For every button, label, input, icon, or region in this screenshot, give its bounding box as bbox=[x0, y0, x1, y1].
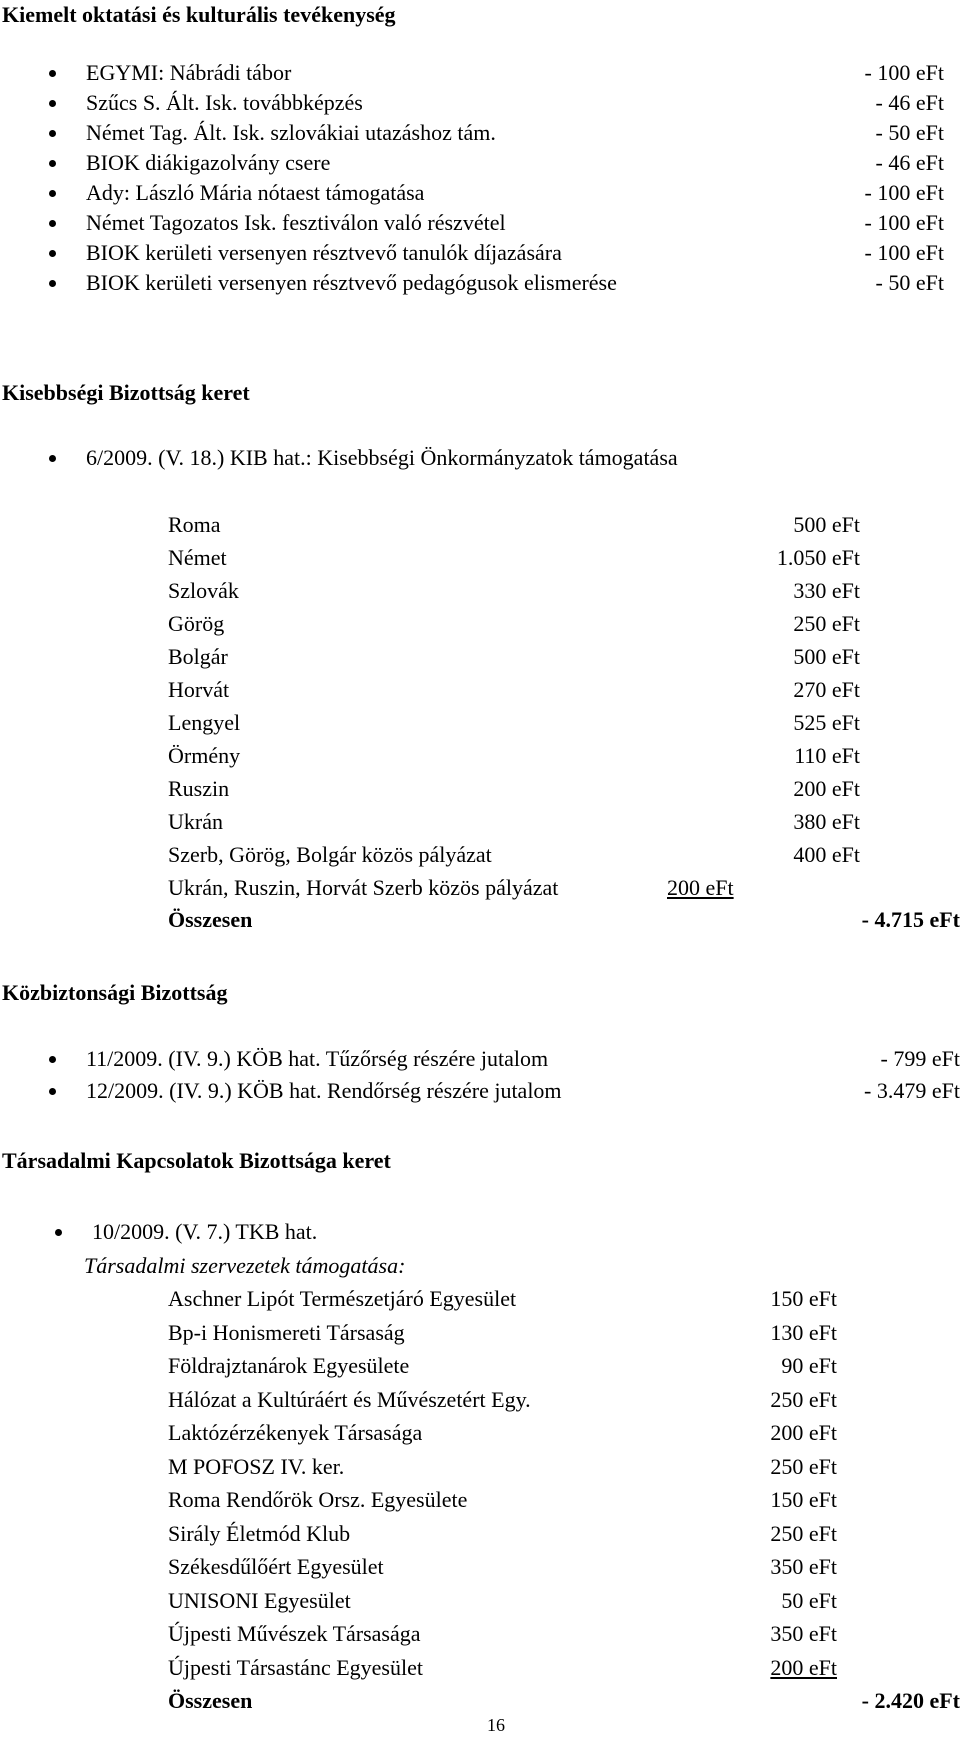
table-row-label: Újpesti Társastánc Egyesület bbox=[168, 1654, 423, 1680]
table-row-amount: 350 eFt bbox=[770, 1554, 837, 1579]
table-row-amount: 525 eFt bbox=[793, 710, 860, 735]
table-row-amount: 110 eFt bbox=[794, 743, 860, 768]
table-row-amount: 500 eFt bbox=[793, 512, 860, 537]
table-row-label: Ruszin bbox=[168, 776, 230, 801]
section-title: Közbiztonsági Bizottság bbox=[2, 980, 228, 1005]
list-item-label: Német Tag. Ált. Isk. szlovákiai utazáshoz tám. bbox=[86, 120, 496, 145]
section-title: Kisebbségi Bizottság keret bbox=[2, 380, 250, 405]
table-row-amount: 400 eFt bbox=[793, 842, 860, 867]
table-row-label: Horvát bbox=[168, 677, 230, 702]
subtitle: Társadalmi szervezetek támogatása: bbox=[84, 1253, 406, 1278]
table-row-amount: 250 eFt bbox=[770, 1520, 837, 1546]
list-item-amount: - 3.479 eFt bbox=[864, 1078, 960, 1103]
list-item-amount: - 100 eFt bbox=[864, 60, 944, 85]
list-item-label: Ady: László Mária nótaest támogatása bbox=[86, 180, 425, 205]
table-row-label: Ukrán bbox=[168, 809, 223, 834]
total-label: Összesen bbox=[168, 907, 253, 932]
list-item-label: 6/2009. (V. 18.) KIB hat.: Kisebbségi Önkormányzatok támogatása bbox=[86, 445, 678, 470]
section-title: Társadalmi Kapcsolatok Bizottsága keret bbox=[2, 1148, 391, 1173]
table-row-label: Székesdűlőért Egyesület bbox=[168, 1554, 384, 1579]
total-amount: - 2.420 eFt bbox=[861, 1687, 960, 1713]
table-row-label: M POFOSZ IV. ker. bbox=[168, 1453, 345, 1479]
list-item-label: BIOK kerületi versenyen résztvevő pedagógusok elismerése bbox=[86, 270, 617, 295]
list-item-label: 11/2009. (IV. 9.) KÖB hat. Tűzőrség részére jutalom bbox=[86, 1046, 549, 1071]
table-row-amount: 200 eFt bbox=[770, 1654, 837, 1680]
list-item-label: BIOK kerületi versenyen résztvevő tanulók díjazására bbox=[86, 240, 562, 265]
table-row-label: Görög bbox=[168, 611, 225, 636]
table-row-label: Sirály Életmód Klub bbox=[168, 1520, 351, 1546]
table-row-label: Újpesti Művészek Társasága bbox=[168, 1621, 421, 1646]
table-row-amount: 50 eFt bbox=[781, 1587, 837, 1613]
table-row-label: Német bbox=[168, 545, 227, 570]
table-row-amount: 200 eFt bbox=[770, 1420, 837, 1445]
table-row-amount: 500 eFt bbox=[793, 644, 860, 669]
list-item-label: EGYMI: Nábrádi tábor bbox=[86, 60, 292, 85]
table-row-amount: 200 eFt bbox=[667, 875, 734, 900]
table-row-amount: 250 eFt bbox=[770, 1453, 837, 1479]
table-row-label: Szerb, Görög, Bolgár közös pályázat bbox=[168, 842, 492, 867]
list-item-amount: - 799 eFt bbox=[880, 1046, 960, 1071]
table-row-label: Aschner Lipót Természetjáró Egyesület bbox=[168, 1286, 517, 1311]
table-row-amount: 380 eFt bbox=[793, 809, 860, 834]
list-item-label: 12/2009. (IV. 9.) KÖB hat. Rendőrség részére jutalom bbox=[86, 1078, 562, 1103]
table-row-label: UNISONI Egyesület bbox=[168, 1587, 351, 1613]
list-item-amount: - 100 eFt bbox=[864, 210, 944, 235]
list-item-label: BIOK diákigazolvány csere bbox=[86, 150, 331, 175]
list-item-amount: - 46 eFt bbox=[875, 90, 944, 115]
table-row-label: Bolgár bbox=[168, 644, 228, 669]
table-row-amount: 270 eFt bbox=[793, 677, 860, 702]
table-row-amount: 250 eFt bbox=[770, 1386, 837, 1412]
table-row-amount: 1.050 eFt bbox=[776, 545, 860, 570]
table-row-label: Ukrán, Ruszin, Horvát Szerb közös pályázat bbox=[168, 875, 559, 900]
total-amount: - 4.715 eFt bbox=[861, 907, 960, 932]
total-label: Összesen bbox=[168, 1687, 253, 1713]
table-row-amount: 130 eFt bbox=[770, 1319, 837, 1345]
table-row-label: Laktózérzékenyek Társasága bbox=[168, 1420, 423, 1445]
list-item-label: Szűcs S. Ált. Isk. továbbképzés bbox=[86, 90, 363, 115]
table-row-amount: 200 eFt bbox=[793, 776, 860, 801]
table-row-amount: 250 eFt bbox=[793, 611, 860, 636]
list-item-amount: - 50 eFt bbox=[875, 270, 944, 295]
table-row-label: Földrajztanárok Egyesülete bbox=[168, 1353, 410, 1378]
table-row-label: Roma bbox=[168, 512, 221, 537]
list-item-amount: - 46 eFt bbox=[875, 150, 944, 175]
table-row-label: Hálózat a Kultúráért és Művészetért Egy. bbox=[168, 1386, 531, 1412]
page-number: 16 bbox=[487, 1715, 505, 1735]
table-row-amount: 150 eFt bbox=[770, 1286, 837, 1311]
table-row-amount: 90 eFt bbox=[781, 1353, 837, 1378]
table-row-amount: 350 eFt bbox=[770, 1621, 837, 1646]
list-item-amount: - 100 eFt bbox=[864, 240, 944, 265]
table-row-label: Bp-i Honismereti Társaság bbox=[168, 1319, 405, 1345]
table-row-amount: 150 eFt bbox=[770, 1487, 837, 1512]
table-row-label: Örmény bbox=[168, 743, 241, 768]
list-item-label: 10/2009. (V. 7.) TKB hat. bbox=[92, 1219, 318, 1244]
table-row-label: Roma Rendőrök Orsz. Egyesülete bbox=[168, 1487, 468, 1512]
list-item-label: Német Tagozatos Isk. fesztiválon való részvétel bbox=[86, 210, 506, 235]
list-item-amount: - 100 eFt bbox=[864, 180, 944, 205]
section-title: Kiemelt oktatási és kulturális tevékenység bbox=[2, 2, 396, 27]
list-item-amount: - 50 eFt bbox=[875, 120, 944, 145]
table-row-amount: 330 eFt bbox=[793, 578, 860, 603]
table-row-label: Szlovák bbox=[168, 578, 239, 603]
table-row-label: Lengyel bbox=[168, 710, 241, 735]
